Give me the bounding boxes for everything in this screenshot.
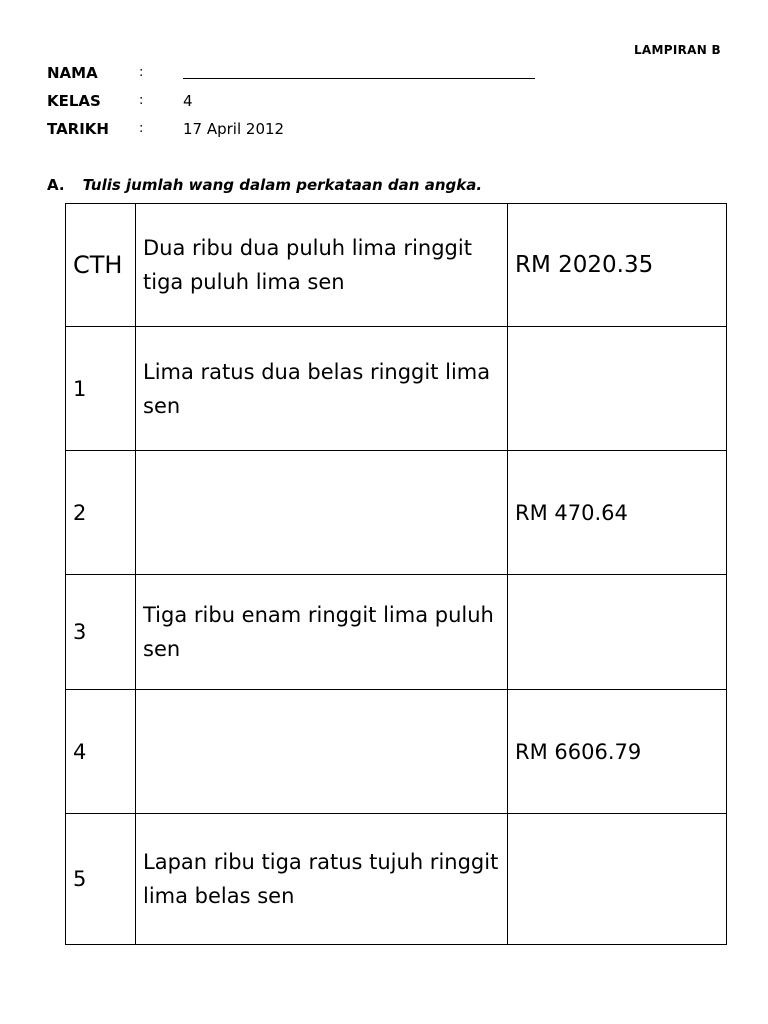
row-words	[136, 690, 508, 814]
row-amount	[508, 327, 727, 451]
row-number: 3	[66, 575, 136, 690]
row-number: 5	[66, 814, 136, 945]
table-row	[66, 575, 727, 690]
name-label: NAMA	[47, 64, 98, 82]
row-number: 4	[66, 690, 136, 814]
row-number: 2	[66, 451, 136, 575]
row-amount	[508, 575, 727, 690]
date-value: 17 April 2012	[183, 120, 285, 138]
row-words: Lapan ribu tiga ratus tujuh ringgit lima belas sen	[136, 814, 508, 945]
name-blank-line	[183, 78, 535, 79]
row-number: CTH	[66, 204, 136, 327]
worksheet-table	[65, 203, 727, 945]
row-words: Tiga ribu enam ringgit lima puluh sen	[136, 575, 508, 690]
row-amount: RM 6606.79	[508, 690, 727, 814]
row-amount: RM 2020.35	[508, 204, 727, 327]
row-words	[136, 451, 508, 575]
row-amount	[508, 814, 727, 945]
table-row	[66, 204, 727, 327]
class-colon: :	[139, 93, 144, 108]
table-row	[66, 814, 727, 945]
date-label: TARIKH	[47, 120, 109, 138]
date-colon: :	[139, 121, 144, 136]
name-colon: :	[139, 65, 144, 80]
section-letter: A.	[47, 176, 65, 194]
class-value: 4	[183, 92, 193, 110]
row-number: 1	[66, 327, 136, 451]
row-amount: RM 470.64	[508, 451, 727, 575]
table-row	[66, 690, 727, 814]
appendix-label: LAMPIRAN B	[633, 43, 721, 57]
table-row	[66, 451, 727, 575]
class-label: KELAS	[47, 92, 101, 110]
table-row	[66, 327, 727, 451]
row-words: Dua ribu dua puluh lima ringgit tiga puluh lima sen	[136, 204, 508, 327]
instruction-text: Tulis jumlah wang dalam perkataan dan angka.	[82, 176, 483, 194]
section-instruction	[47, 176, 482, 194]
row-words: Lima ratus dua belas ringgit lima sen	[136, 327, 508, 451]
